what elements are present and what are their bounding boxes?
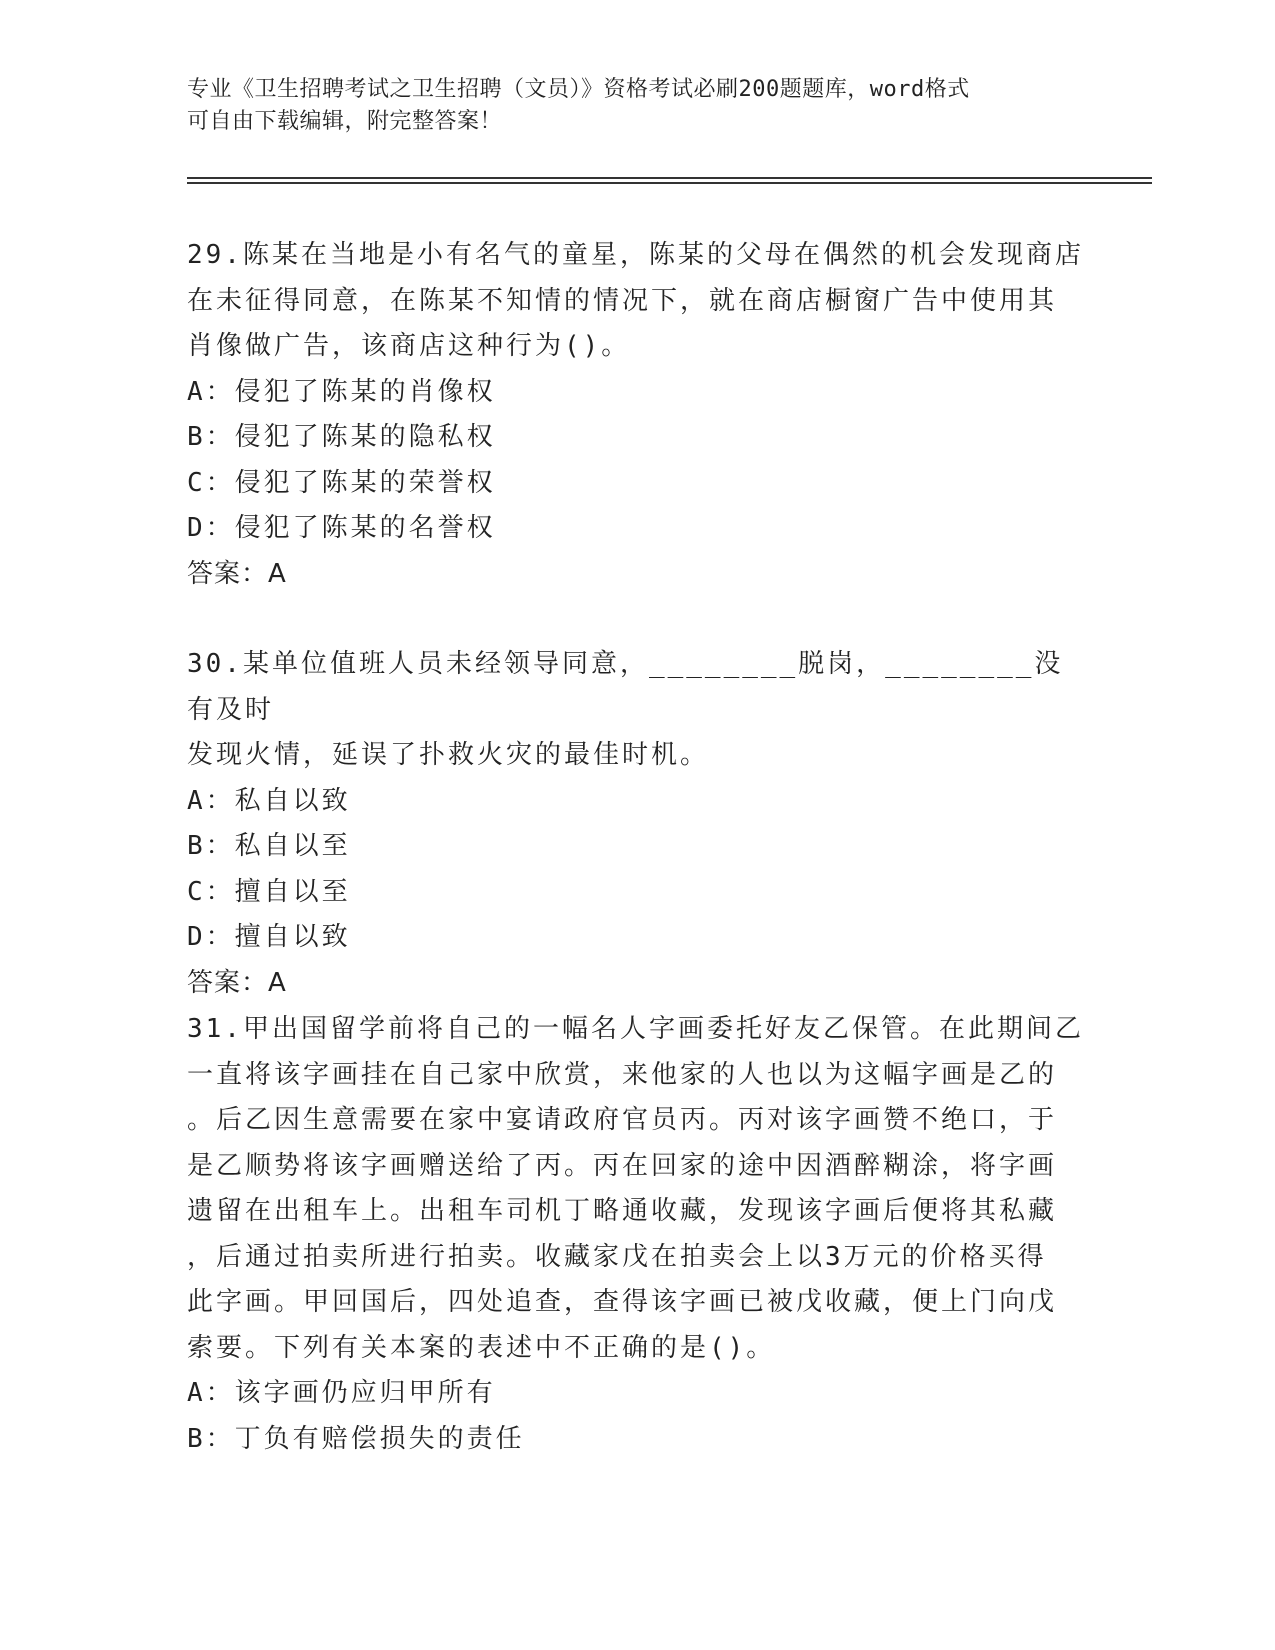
question-text-line: 是乙顺势将该字画赠送给了丙。丙在回家的途中因酒醉糊涂，将字画 <box>187 1150 1058 1181</box>
option-b: B：丁负有赔偿损失的责任 <box>187 1423 525 1454</box>
question-text-line: 索要。下列有关本案的表述中不正确的是()。 <box>187 1332 776 1363</box>
option-a: A：侵犯了陈某的肖像权 <box>187 376 496 407</box>
header-rule-top <box>187 177 1152 179</box>
option-b: B：私自以至 <box>187 831 351 861</box>
option-d: D：擅自以致 <box>187 922 351 952</box>
question-text-line: 发现火情，延误了扑救火灾的最佳时机。 <box>187 740 710 770</box>
question-30 <box>187 642 1087 1006</box>
option-a: A：私自以致 <box>187 785 351 816</box>
question-text-line: 一直将该字画挂在自己家中欣赏，来他家的人也以为这幅字画是乙的 <box>187 1059 1058 1090</box>
header-line-1: 专业《卫生招聘考试之卫生招聘（文员）》资格考试必刷200题题库，word格式 <box>187 77 970 102</box>
question-text-line: 此字画。甲回国后，四处追查，查得该字画已被戊收藏，便上门向戊 <box>187 1287 1058 1317</box>
option-d: D：侵犯了陈某的名誉权 <box>187 513 496 543</box>
document-header <box>187 74 1087 138</box>
question-31-stem <box>187 1007 1087 1371</box>
header-line-2: 可自由下载编辑，附完整答案！ <box>187 109 503 134</box>
answer-label: 答案：A <box>187 558 287 589</box>
question-text-line: 31.甲出国留学前将自己的一幅名人字画委托好友乙保管。在此期间乙 <box>187 1014 1084 1044</box>
question-text-line: 遗留在出租车上。出租车司机丁略通收藏，发现该字画后便将其私藏 <box>187 1196 1058 1226</box>
option-c: C：侵犯了陈某的荣誉权 <box>187 467 496 498</box>
question-text-line: 30.某单位值班人员未经领导同意，________脱岗，________没有及时 <box>187 649 1064 725</box>
question-30-stem <box>187 642 1087 779</box>
option-b: B：侵犯了陈某的隐私权 <box>187 422 496 452</box>
answer-label: 答案：A <box>187 967 287 998</box>
question-text-line: ，后通过拍卖所进行拍卖。收藏家戊在拍卖会上以3万元的价格买得 <box>187 1241 1047 1272</box>
option-c: C：擅自以至 <box>187 876 351 907</box>
question-29 <box>187 233 1087 597</box>
option-a: A：该字画仍应归甲所有 <box>187 1378 496 1408</box>
question-31 <box>187 1007 1087 1462</box>
header-rule-bottom <box>187 182 1152 184</box>
question-text-line: 肖像做广告，该商店这种行为()。 <box>187 331 631 361</box>
question-29-stem <box>187 233 1087 370</box>
question-text-line: 在未征得同意，在陈某不知情的情况下，就在商店橱窗广告中使用其 <box>187 285 1058 316</box>
question-text-line: 29.陈某在当地是小有名气的童星，陈某的父母在偶然的机会发现商店 <box>187 240 1084 270</box>
question-text-line: 。后乙因生意需要在家中宴请政府官员丙。丙对该字画赞不绝口，于 <box>187 1105 1058 1135</box>
